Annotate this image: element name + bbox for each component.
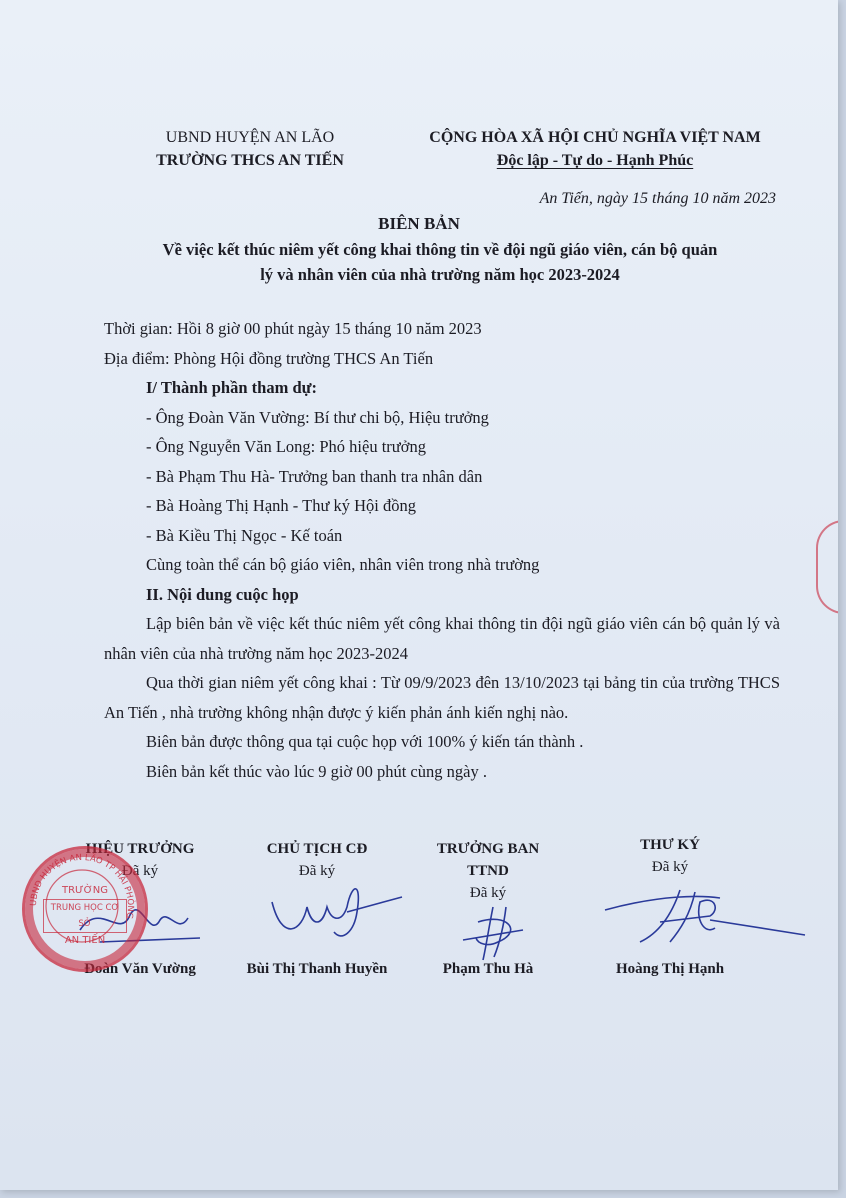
attendee-item: - Bà Kiều Thị Ngọc - Kế toán — [146, 525, 343, 545]
section1-heading: I/ Thành phần tham dự: — [146, 378, 318, 397]
attendee-item: - Ông Nguyễn Văn Long: Phó hiệu trưởng — [146, 437, 426, 456]
date-line: An Tiến, ngày 15 tháng 10 năm 2023 — [539, 190, 776, 207]
stamp-center-line-3: AN TIẾN — [64, 935, 106, 946]
signature-name: Bùi Thị Thanh Huyền — [246, 961, 388, 977]
signature-scribble-union-chair — [262, 872, 412, 952]
signature-role: THƯ KÝ — [640, 837, 700, 853]
signature-name: Đoàn Văn Vường — [84, 961, 196, 977]
header-right — [405, 126, 785, 172]
subtitle-line-1: Về việc kết thúc niêm yết công khai thông tin về đội ngũ giáo viên, cán bộ quản — [162, 240, 718, 259]
signature-name: Phạm Thu Hà — [442, 961, 534, 977]
edge-stamp — [816, 520, 838, 614]
signature-role-2: TTND — [467, 863, 509, 879]
section2-heading: II. Nội dung cuộc họp — [146, 584, 299, 604]
stamp-ring-text: UBND HUYỆN AN LÃO TP HẢI PHÒNG — [28, 852, 136, 920]
school-name: TRƯỜNG THCS AN TIẾN — [156, 152, 344, 169]
paragraph-4: Biên bản kết thúc vào lúc 9 giờ 00 phút cùng ngày . — [146, 761, 487, 781]
attendee-item: - Bà Hoàng Thị Hạnh - Thư ký Hội đồng — [146, 496, 417, 515]
agency-name: UBND HUYỆN AN LÃO — [165, 129, 335, 146]
signature-scribble-secretary — [600, 880, 810, 950]
signature-scribble-inspection-head — [448, 902, 558, 962]
stamp-center-line-1: TRƯỜNG — [62, 885, 108, 896]
attendee-item: - Ông Đoàn Văn Vường: Bí thư chi bộ, Hiệu trưởng — [146, 407, 489, 427]
stamp-center-line-2: TRUNG HỌC CƠ SỞ — [43, 899, 127, 933]
paragraph-2: Qua thời gian niêm yết công khai : Từ 09/9/2023 đên 13/10/2023 tại bảng tin của trường THCS An Tiến , nhà trường không nhận được ý kiến phản ánh kiến nghị nào. — [104, 673, 780, 722]
national-title: CỘNG HÒA XÃ HỘI CHỦ NGHĨA VIỆT NAM — [429, 129, 761, 146]
signature-role: TRƯỞNG BAN — [436, 841, 540, 857]
header-left — [110, 126, 390, 172]
signature-role: HIỆU TRƯỞNG — [85, 841, 195, 857]
signature-status: Đã ký — [121, 863, 159, 879]
attendees-footer: Cùng toàn thể cán bộ giáo viên, nhân viên trong nhà trường — [146, 555, 540, 574]
subtitle-line-2: lý và nhân viên của nhà trường năm học 2023-2024 — [260, 265, 620, 284]
national-motto: Độc lập - Tự do - Hạnh Phúc — [496, 152, 694, 169]
signature-status: Đã ký — [298, 863, 336, 879]
document-subtitle — [100, 237, 780, 287]
signature-status: Đã ký — [469, 885, 507, 901]
official-stamp — [22, 846, 148, 972]
paragraph-1: Lập biên bản về việc kết thúc niêm yết công khai thông tin đội ngũ giáo viên cán bộ quản lý và nhân viên của nhà trường năm học 2023-2024 — [104, 614, 780, 663]
place-line: Địa điểm: Phòng Hội đồng trường THCS An Tiến — [104, 348, 434, 368]
document-body — [104, 314, 780, 786]
signature-name: Hoàng Thị Hạnh — [615, 961, 725, 977]
document-title: BIÊN BẢN — [378, 214, 460, 233]
time-line: Thời gian: Hồi 8 giờ 00 phút ngày 15 tháng 10 năm 2023 — [104, 319, 482, 338]
signature-status: Đã ký — [651, 859, 689, 875]
signature-role: CHỦ TỊCH CĐ — [266, 841, 368, 857]
attendee-item: - Bà Phạm Thu Hà- Trưởng ban thanh tra nhân dân — [146, 466, 483, 486]
stamp-center — [25, 883, 145, 949]
paragraph-3: Biên bản được thông qua tại cuộc họp với 100% ý kiến tán thành . — [146, 732, 584, 751]
